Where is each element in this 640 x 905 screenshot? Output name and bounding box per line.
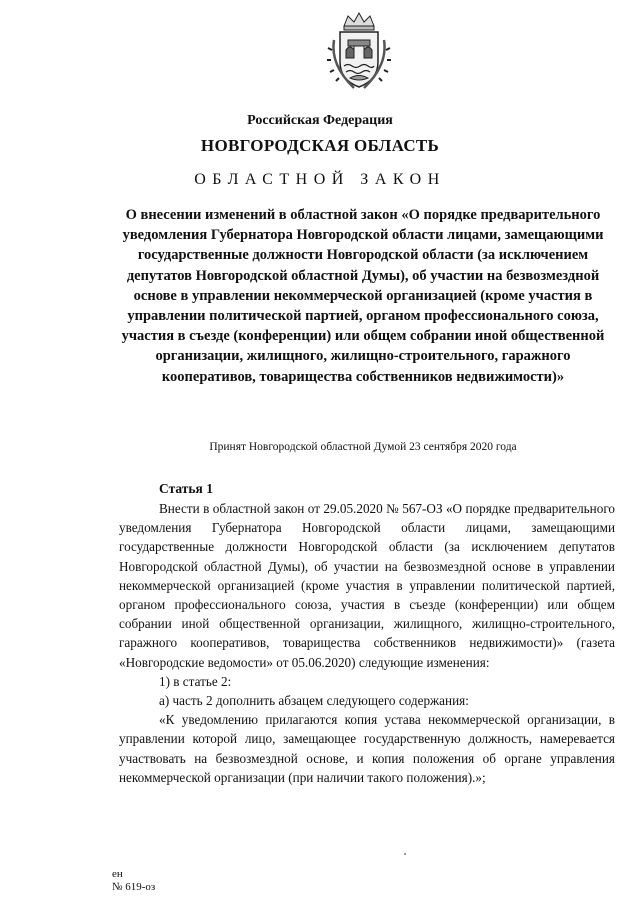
scan-speck bbox=[404, 853, 406, 855]
adoption-line: Принят Новгородской областной Думой 23 сентября 2020 года bbox=[209, 441, 517, 453]
coat-of-arms-emblem bbox=[326, 10, 392, 92]
footer-number: № 619-оз bbox=[112, 881, 156, 893]
article-paragraph: 1) в статье 2: bbox=[159, 673, 232, 689]
article-paragraph: Внести в областной закон от 29.05.2020 № 567-ОЗ «О порядке предварительного уведомления Губернатора Новгородской области лицами, замещающими государственные должности Новгородской области (за исключением депутатов Новгородской областной Думы), об участии на безвозмездной основе в управлении некоммерческой организацией (кроме участия в управлении политической партией, органом профессионального союза, участия в съезде (конференции) или общем собрании иной общественной организации, жилищного, жилищно-строительного, гаражного кооперативов, товарищества собственников недвижимости)» (газета «Новгородские ведомости» от 05.06.2020) следующие изменения: bbox=[119, 501, 615, 670]
region-name: НОВГОРОДСКАЯ ОБЛАСТЬ bbox=[200, 136, 440, 155]
article-paragraph: «К уведомлению прилагаются копия устава некоммерческой организации, в управлении которой лицо, замещающее государственную должность, намеревается участвовать на безвозмездной основе, и копия положения об органе управления некоммерческой организации (при наличии такого положения).»; bbox=[119, 712, 615, 785]
law-type: ОБЛАСТНОЙ ЗАКОН bbox=[194, 171, 446, 188]
law-title: О внесении изменений в областной закон «О порядке предварительного уведомления Губернатора Новгородской области лицами, замещающими государственные должности Новгородской области (за исключением депутатов Новгородской областной Думы), об участии на безвозмездной основе в управлении некоммерческой организацией (кроме участия в управлении политической партией, органом профессионального союза, участия в съезде (конференции) или общем собрании иной общественной организации, жилищного, жилищно-строительного, гаражного кооперативов, товарищества собственников недвижимости)» bbox=[121, 207, 605, 385]
footer-initials: ен bbox=[112, 868, 123, 880]
article-heading: Статья 1 bbox=[159, 481, 213, 496]
article-paragraph: а) часть 2 дополнить абзацем следующего содержания: bbox=[159, 693, 469, 709]
country-name: Российская Федерация bbox=[247, 113, 393, 128]
article-body bbox=[119, 499, 615, 787]
document-footer bbox=[112, 868, 155, 894]
